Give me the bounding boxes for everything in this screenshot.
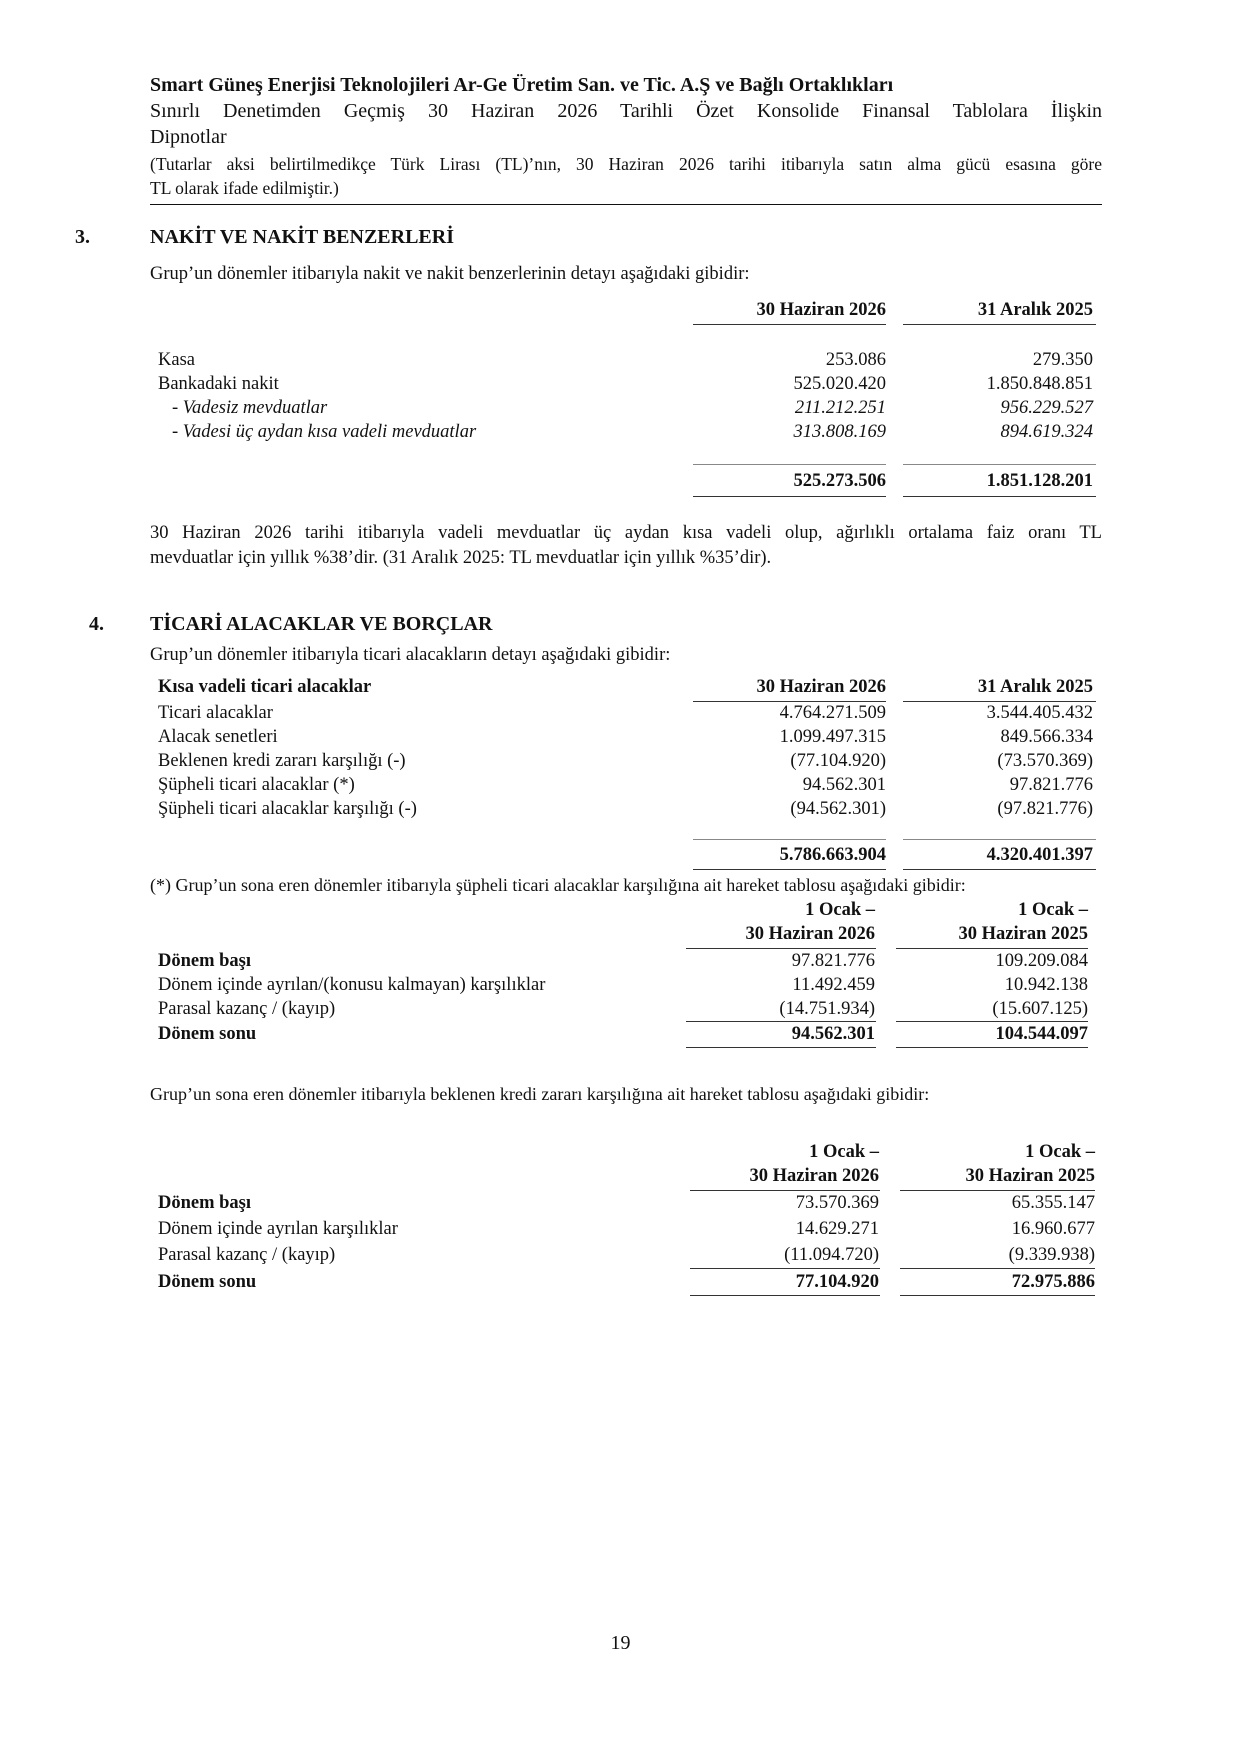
row-value-2026: 1.099.497.315 [779,727,886,747]
row-label: Dönem içinde ayrılan karşılıklar [158,1219,398,1239]
table-row [0,1245,1241,1269]
doubtful-col-underline-2 [896,948,1088,949]
row-label: Dönem başı [158,1193,252,1213]
row-value-2025: 72.975.886 [1011,1272,1095,1292]
doubtful-col2-line1: 1 Ocak – [1018,900,1088,920]
section-3-number: 3. [75,226,90,248]
table-total-row [0,471,1241,495]
row-value-2026: 313.808.169 [793,422,886,442]
report-subtitle-cont: Dipnotlar [150,126,227,148]
table-row [0,374,1241,398]
ecl-intro: Grup’un sona eren dönemler itibarıyla beklenen kredi zararı karşılığına ait hareket tablosu aşağıdaki gibidir: [150,1084,930,1104]
row-value-2026: 211.212.251 [794,398,886,418]
page-header [150,72,1102,200]
row-value-2025: 956.229.527 [1000,398,1093,418]
s4-col-header-2: 31 Aralık 2025 [977,677,1093,697]
row-label: Şüpheli ticari alacaklar karşılığı (-) [158,799,417,819]
ecl-subtotal-rule-1 [690,1268,880,1269]
s4-col-underline-2 [903,701,1096,702]
row-label: Dönem sonu [158,1024,257,1044]
table-row [0,1193,1241,1217]
total-value-2025: 1.851.128.201 [986,471,1093,491]
total-value-2026: 5.786.663.904 [779,845,886,865]
s4-col-header-1: 30 Haziran 2026 [756,677,886,697]
ecl-col-underline-2 [900,1190,1095,1191]
row-value-2025: 894.619.324 [1000,422,1093,442]
table-row [0,775,1241,799]
row-label: Dönem başı [158,951,252,971]
currency-note-cont: TL olarak ifade edilmiştir.) [150,178,339,198]
doubtful-total-rule-2 [896,1047,1088,1048]
table-row [0,422,1241,446]
row-value-2026: (77.104.920) [790,751,886,771]
row-value-2025: (15.607.125) [992,999,1088,1019]
row-value-2025: 16.960.677 [1011,1219,1095,1239]
ecl-total-rule-1 [690,1295,880,1296]
table-row [0,727,1241,751]
report-subtitle: Sınırlı Denetimden Geçmiş 30 Haziran 2026 Tarihli Özet Konsolide Finansal Tablolara İlişkin [150,100,1102,122]
header-divider [150,204,1102,205]
s3-col-underline-1 [693,324,886,325]
currency-note: (Tutarlar aksi belirtilmedikçe Türk Lirası (TL)’nın, 30 Haziran 2026 tarihi itibarıyla satın alma gücü esasına göre [150,154,1102,174]
row-value-2025: 3.544.405.432 [986,703,1093,723]
page-number: 19 [610,1632,631,1654]
doubtful-col1-line2: 30 Haziran 2026 [745,924,875,944]
s4-col-underline-1 [693,701,886,702]
row-value-2026: (94.562.301) [790,799,886,819]
ecl-col2-line2: 30 Haziran 2025 [965,1166,1095,1186]
row-value-2026: 94.562.301 [802,775,886,795]
ecl-col1-line2: 30 Haziran 2026 [749,1166,879,1186]
row-label: Ticari alacaklar [158,703,273,723]
row-value-2025: 1.850.848.851 [986,374,1093,394]
s3-total-rule-bottom-2 [903,496,1096,497]
table-row [0,951,1241,975]
table-row [0,350,1241,374]
s3-total-rule-bottom-1 [693,496,886,497]
ecl-total-rule-2 [900,1295,1095,1296]
section-4-title: TİCARİ ALACAKLAR VE BORÇLAR [150,613,493,635]
doubtful-subtotal-rule-2 [896,1021,1088,1022]
section-3-note-cont: mevduatlar için yıllık %38’dir. (31 Aralık 2025: TL mevduatlar için yıllık %35’dir). [150,548,772,568]
row-label: Bankadaki nakit [158,374,279,394]
doubtful-total-rule-1 [686,1047,876,1048]
row-label: Dönem sonu [158,1272,257,1292]
table-total-row [0,1024,1241,1048]
section-3-title: NAKİT VE NAKİT BENZERLERİ [150,226,454,248]
s3-col-underline-2 [903,324,1096,325]
s3-total-rule-top-2 [903,464,1096,465]
company-name: Smart Güneş Enerjisi Teknolojileri Ar-Ge Üretim San. ve Tic. A.Ş ve Bağlı Ortaklıkları [150,74,894,96]
table-row [0,799,1241,823]
row-value-2026: 11.492.459 [792,975,875,995]
doubtful-col-underline-1 [686,948,876,949]
row-value-2026: (14.751.934) [779,999,875,1019]
section-3-note: 30 Haziran 2026 tarihi itibarıyla vadeli mevduatlar üç aydan kısa vadeli olup, ağırlıklı ortalama faiz oranı TL [150,523,1102,543]
row-value-2025: (73.570.369) [997,751,1093,771]
table-row [0,999,1241,1023]
s4-total-rule-bottom-2 [903,869,1096,870]
doubtful-intro: (*) Grup’un sona eren dönemler itibarıyla şüpheli ticari alacaklar karşılığına ait hareket tablosu aşağıdaki gibidir: [150,875,966,895]
row-value-2025: 65.355.147 [1011,1193,1095,1213]
row-label: Parasal kazanç / (kayıp) [158,1245,336,1265]
s4-total-rule-top-2 [903,839,1096,840]
row-label: Parasal kazanç / (kayıp) [158,999,336,1019]
section-4-number: 4. [89,613,104,635]
s3-total-rule-top-1 [693,464,886,465]
row-value-2025: (9.339.938) [1008,1245,1095,1265]
row-value-2026: 77.104.920 [795,1272,879,1292]
row-value-2026: (11.094.720) [784,1245,879,1265]
ecl-col2-line1: 1 Ocak – [1025,1142,1095,1162]
table-total-row [0,845,1241,869]
row-value-2025: 97.821.776 [1009,775,1093,795]
row-value-2025: (97.821.776) [997,799,1093,819]
table-row [0,751,1241,775]
doubtful-col1-line1: 1 Ocak – [805,900,875,920]
row-value-2025: 279.350 [1032,350,1093,370]
row-value-2026: 253.086 [825,350,886,370]
table-total-row [0,1272,1241,1296]
s4-total-rule-top-1 [693,839,886,840]
s4-total-rule-bottom-1 [693,869,886,870]
row-value-2025: 849.566.334 [1000,727,1093,747]
row-value-2026: 4.764.271.509 [779,703,886,723]
row-value-2026: 73.570.369 [795,1193,879,1213]
s4-table-title: Kısa vadeli ticari alacaklar [158,677,372,697]
section-4-intro: Grup’un dönemler itibarıyla ticari alacakların detayı aşağıdaki gibidir: [150,645,671,665]
table-row [0,703,1241,727]
row-label: Kasa [158,350,195,370]
row-value-2026: 97.821.776 [791,951,875,971]
s3-col-header-1: 30 Haziran 2026 [756,300,886,320]
ecl-col1-line1: 1 Ocak – [809,1142,879,1162]
doubtful-col2-line2: 30 Haziran 2025 [958,924,1088,944]
total-value-2026: 525.273.506 [793,471,886,491]
row-label: - Vadesiz mevduatlar [172,398,328,418]
row-value-2025: 10.942.138 [1004,975,1088,995]
row-label: Şüpheli ticari alacaklar (*) [158,775,355,795]
s3-col-header-2: 31 Aralık 2025 [977,300,1093,320]
row-value-2025: 104.544.097 [995,1024,1088,1044]
row-value-2026: 525.020.420 [793,374,886,394]
section-3-intro: Grup’un dönemler itibarıyla nakit ve nakit benzerlerinin detayı aşağıdaki gibidir: [150,264,750,284]
row-label: - Vadesi üç aydan kısa vadeli mevduatlar [172,422,477,442]
ecl-col-underline-1 [690,1190,880,1191]
row-value-2026: 94.562.301 [791,1024,875,1044]
row-value-2026: 14.629.271 [795,1219,879,1239]
row-label: Beklenen kredi zararı karşılığı (-) [158,751,406,771]
table-row [0,398,1241,422]
row-label: Dönem içinde ayrılan/(konusu kalmayan) karşılıklar [158,975,546,995]
doubtful-subtotal-rule-1 [686,1021,876,1022]
table-row [0,975,1241,999]
total-value-2025: 4.320.401.397 [986,845,1093,865]
row-label: Alacak senetleri [158,727,278,747]
table-row [0,1219,1241,1243]
row-value-2025: 109.209.084 [995,951,1088,971]
ecl-subtotal-rule-2 [900,1268,1095,1269]
